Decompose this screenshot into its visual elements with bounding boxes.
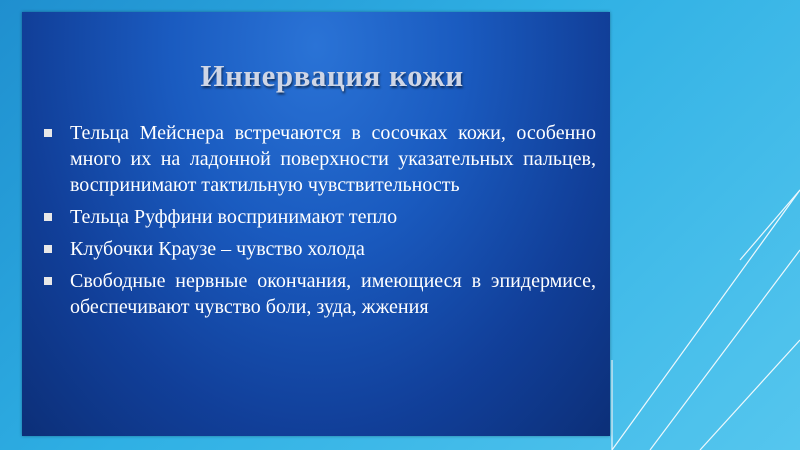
deco-line-1 — [612, 190, 800, 450]
bullet-text: Клубочки Краузе – чувство холода — [70, 238, 365, 260]
slide-panel — [22, 12, 610, 436]
square-bullet-icon — [44, 277, 52, 285]
bullet-item — [42, 120, 596, 198]
bullet-text: Тельца Руффини воспринимают тепло — [70, 206, 398, 228]
bullet-text: Свободные нервные окончания, имеющиеся в эпидермисе, обеспечивают чувство боли, зуда, жжения — [70, 270, 596, 318]
bullet-item — [42, 236, 596, 262]
deco-line-4 — [700, 340, 800, 450]
deco-line-3 — [740, 190, 800, 260]
deco-line-2 — [650, 250, 800, 450]
bullet-item — [42, 268, 596, 320]
square-bullet-icon — [44, 129, 52, 137]
bullet-text: Тельца Мейснера встречаются в сосочках кожи, особенно много их на ладонной поверхности указательных пальцев, воспринимают тактильную чувствительность — [70, 122, 596, 196]
square-bullet-icon — [44, 245, 52, 253]
bullet-list — [42, 120, 596, 326]
slide-title: Иннервация кожи — [200, 58, 464, 93]
bullet-item — [42, 204, 596, 230]
square-bullet-icon — [44, 213, 52, 221]
